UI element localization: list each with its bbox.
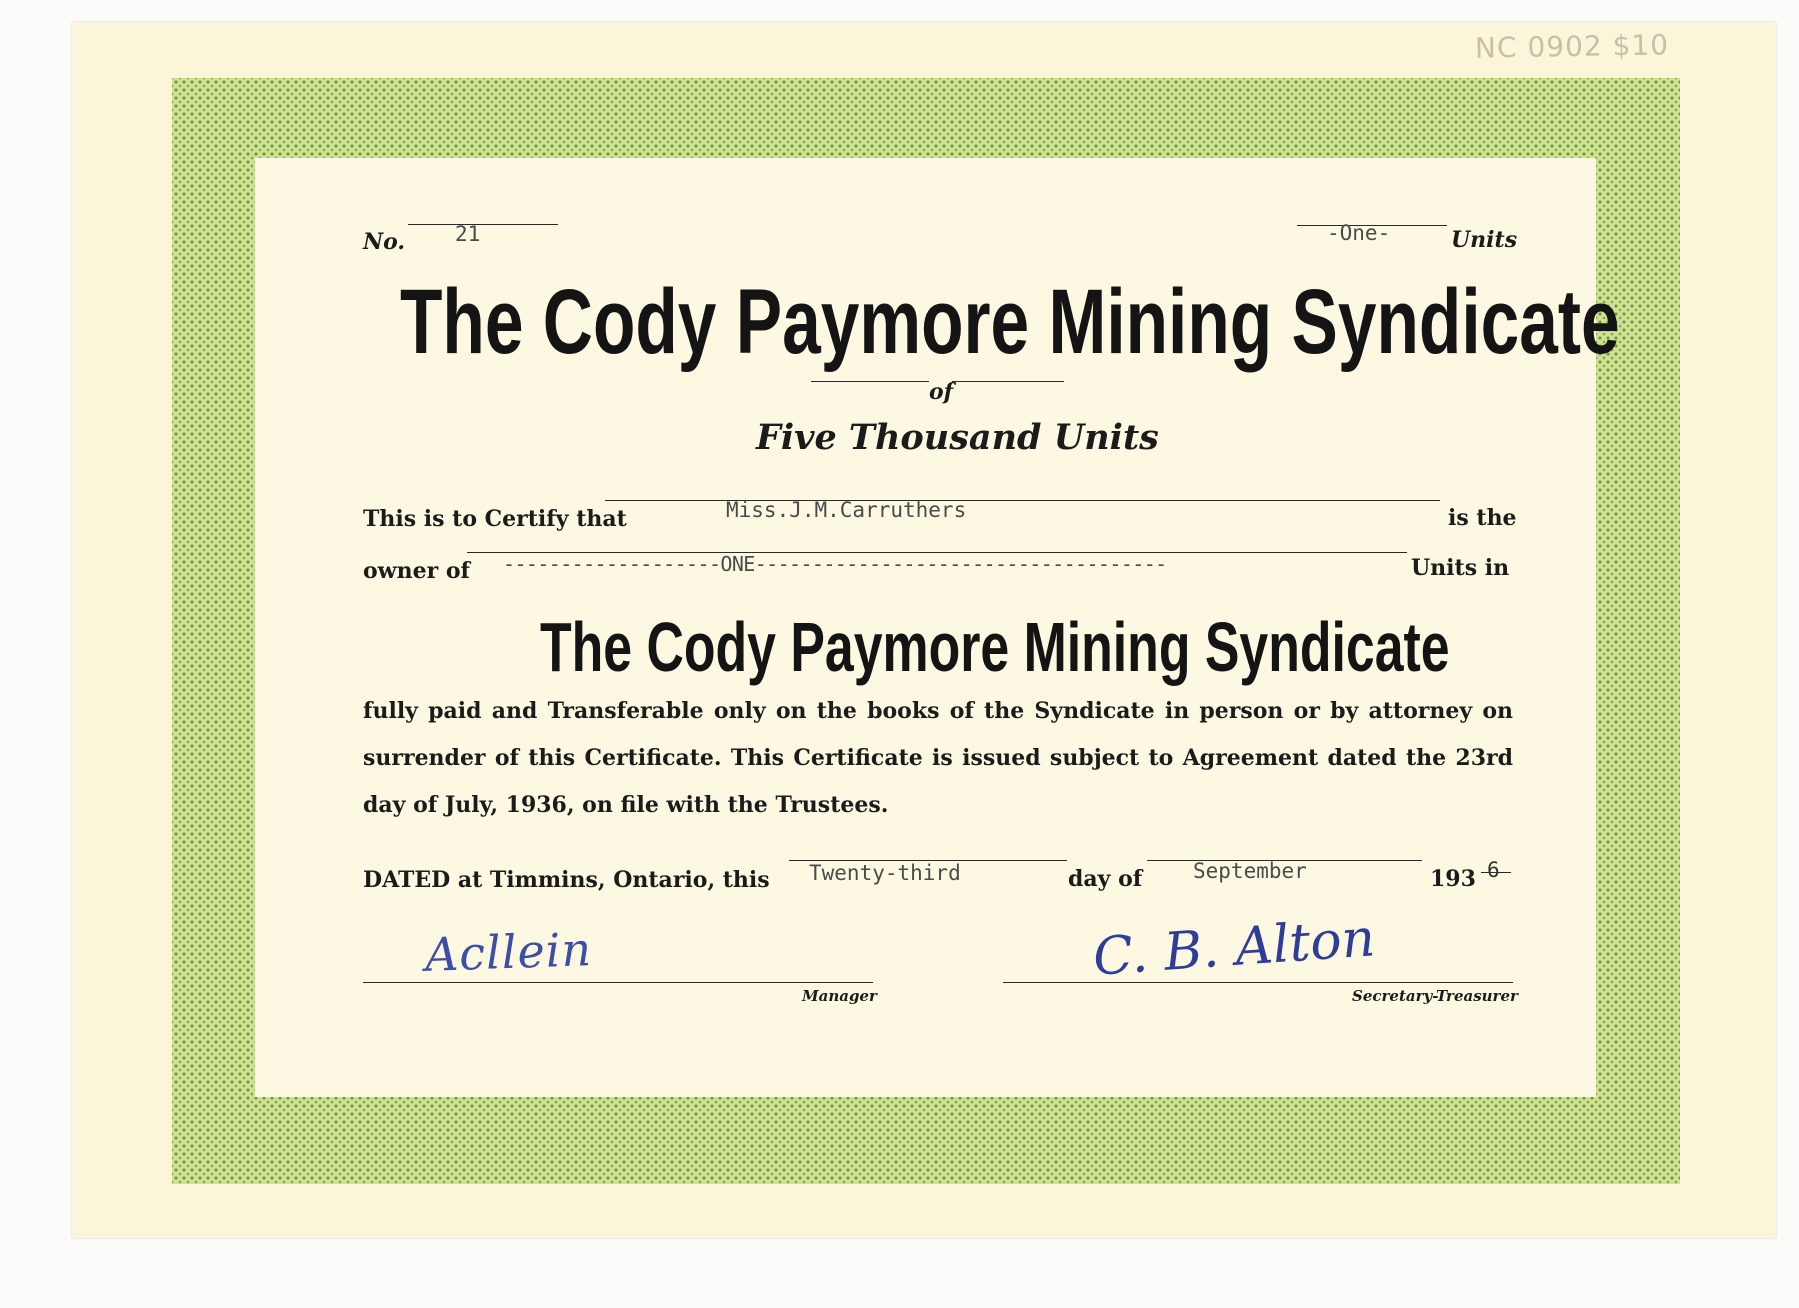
units-label: Units [1451,227,1518,253]
pencil-annotation: NC 0902 $10 [1474,28,1670,65]
certificate-title-repeat: The Cody Paymore Mining Syndicate [540,608,1450,686]
owner-of-label: owner of [363,558,470,584]
certificate-body-text: fully paid and Transferable only on the books of the Syndicate in person or by attorney on surrender of this Certificate. This Certificate is issued subject to Agreement dated the 23rd day of July, 1936, on file with the Trustees. [363,698,1513,818]
day-of-label: day of [1068,866,1143,892]
secretary-signature: C. B. Alton [1091,908,1377,988]
secretary-treasurer-label: Secretary-Treasurer [1352,987,1518,1005]
manager-label: Manager [802,987,877,1005]
units-in-label: Units in [1411,555,1510,581]
title-repeat-block [540,607,1450,687]
manager-signature-line [363,982,873,983]
units-value: -One- [1327,221,1391,245]
manager-signature: Acllein [424,922,593,982]
is-the-label: is the [1448,505,1517,531]
certificate-number: 21 [455,222,481,246]
owner-units-value: -------------------ONE------------------------------------ [503,552,1167,576]
certificate-subtitle: Five Thousand Units [756,417,1159,458]
month-value: September [1193,859,1307,883]
holder-name: Miss.J.M.Carruthers [726,498,967,522]
title-block [400,270,1620,380]
year-prefix: 193 [1430,866,1476,892]
secretary-signature-line [1003,982,1513,983]
of-left-rule [811,381,929,382]
year-suffix: 6 [1487,858,1500,882]
day-value: Twenty-third [809,861,961,885]
dated-label: DATED at Timmins, Ontario, this [363,867,770,893]
of-label: of [929,379,954,405]
certificate-title: The Cody Paymore Mining Syndicate [400,271,1620,373]
number-label: No. [363,229,406,255]
of-right-rule [952,381,1064,382]
certify-label: This is to Certify that [363,506,627,532]
number-line [408,224,558,225]
